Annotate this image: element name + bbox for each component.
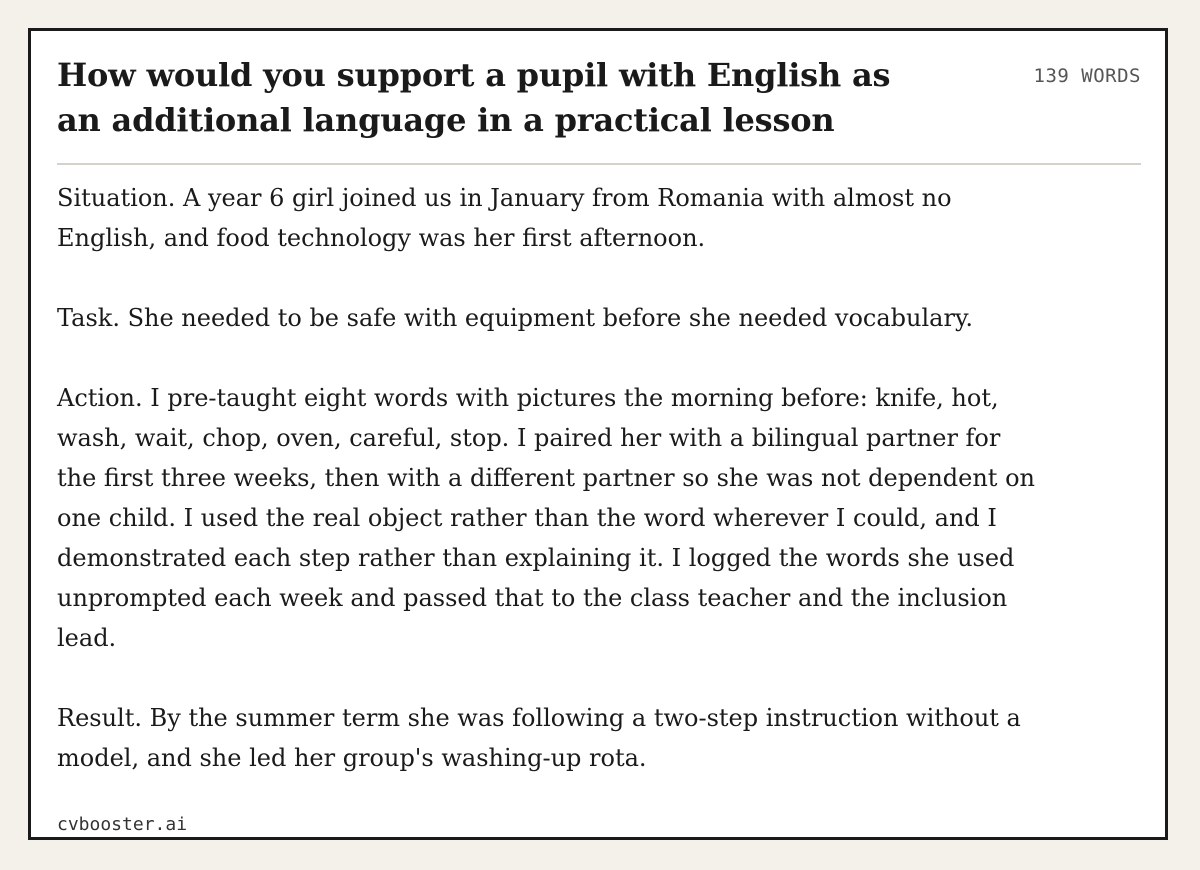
question-title: How would you support a pupil with English as an additional language in a practical lesson: [57, 56, 891, 139]
word-count-badge: 139 WORDS: [1033, 65, 1141, 87]
card-header: [57, 53, 1141, 165]
paragraph-situation: Situation. A year 6 girl joined us in January from Romania with almost no English, and food technology was her first afternoon.: [57, 184, 952, 252]
paragraph-task: Task. She needed to be safe with equipment before she needed vocabulary.: [57, 304, 973, 332]
paragraph-action: Action. I pre-taught eight words with pictures the morning before: knife, hot, wash, wait, chop, oven, careful, stop. I paired her with a bilingual partner for the first three weeks, then with a different partner so she was not dependent on one child. I used the real object rather than the word wherever I could, and I demonstrated each step rather than explaining it. I logged the words she used unprompted each week and passed that to the class teacher and the inclusion lead.: [57, 384, 1035, 652]
answer-card: [28, 28, 1168, 840]
answer-body: [57, 178, 1047, 818]
footer-brand: cvbooster.ai: [57, 814, 188, 835]
paragraph-result: Result. By the summer term she was following a two-step instruction without a model, and she led her group's washing-up rota.: [57, 704, 1021, 772]
